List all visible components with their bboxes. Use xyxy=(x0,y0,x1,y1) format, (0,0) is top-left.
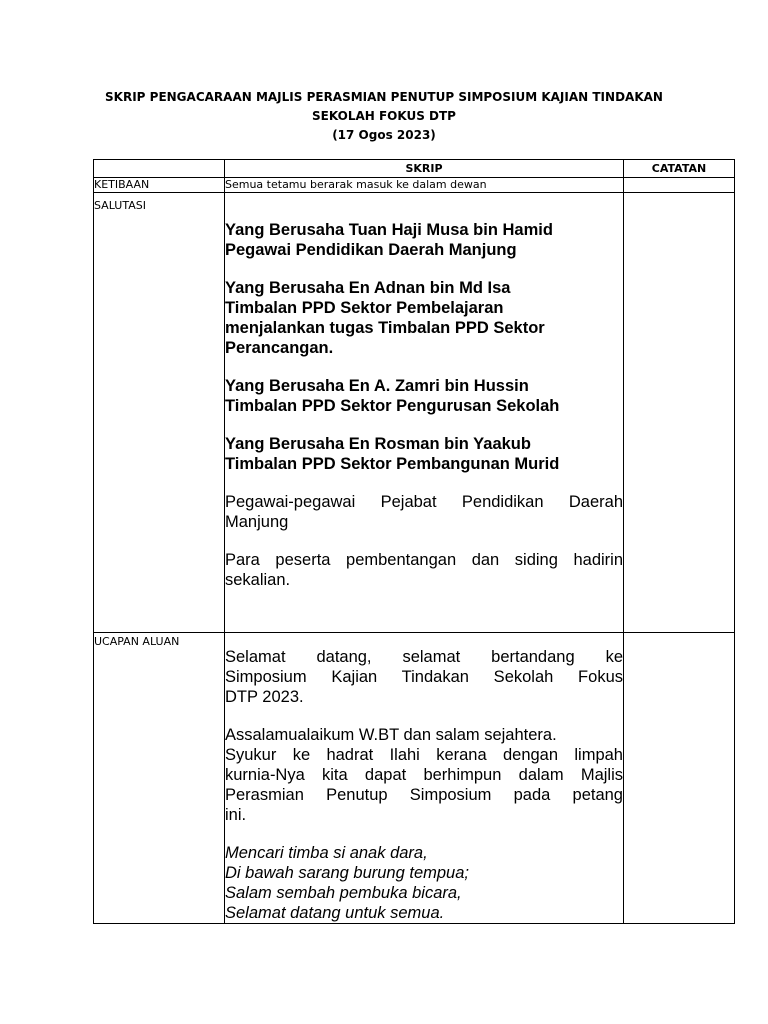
salutasi-para-1: Yang Berusaha Tuan Haji Musa bin Hamid Pegawai Pendidikan Daerah Manjung xyxy=(225,221,553,259)
row-ketibaan xyxy=(94,178,735,193)
title-line-3: (17 Ogos 2023) xyxy=(332,128,436,142)
salutasi-para-5: Pegawai-pegawai Pejabat Pendidikan Daerah Manjung xyxy=(225,493,623,531)
header-skrip: SKRIP xyxy=(225,160,624,178)
table-header-row xyxy=(94,160,735,178)
salutasi-para-4: Yang Berusaha En Rosman bin Yaakub Timbalan PPD Sektor Pembangunan Murid xyxy=(225,435,560,473)
label-ketibaan: KETIBAAN xyxy=(94,178,225,193)
script-ucapan-aluan xyxy=(225,633,624,924)
label-salutasi: SALUTASI xyxy=(94,193,225,633)
document-title xyxy=(0,88,768,145)
catatan-ketibaan xyxy=(624,178,735,193)
title-line-1: SKRIP PENGACARAAN MAJLIS PERASMIAN PENUTUP SIMPOSIUM KAJIAN TINDAKAN xyxy=(105,90,663,104)
ucapan-pantun: Mencari timba si anak dara, Di bawah sarang burung tempua; Salam sembah pembuka bicara, Selamat datang untuk semua. xyxy=(225,844,469,922)
script-ketibaan: Semua tetamu berarak masuk ke dalam dewan xyxy=(225,178,624,193)
row-ucapan-aluan xyxy=(94,633,735,924)
header-catatan: CATATAN xyxy=(624,160,735,178)
ucapan-para-2: Assalamualaikum W.BT dan salam sejahtera. Syukur ke hadrat Ilahi kerana dengan limpah kurnia-Nya kita dapat berhimpun dalam Majlis Perasmian Penutup Simposium pada petang ini. xyxy=(225,726,623,824)
salutasi-para-6: Para peserta pembentangan dan siding hadirin sekalian. xyxy=(225,551,623,589)
salutasi-para-2: Yang Berusaha En Adnan bin Md Isa Timbalan PPD Sektor Pembelajaran menjalankan tugas Timbalan PPD Sektor Perancangan. xyxy=(225,279,545,357)
ucapan-para-1: Selamat datang, selamat bertandang ke Simposium Kajian Tindakan Sekolah Fokus DTP 2023. xyxy=(225,648,623,706)
catatan-ucapan-aluan xyxy=(624,633,735,924)
script-salutasi xyxy=(225,193,624,633)
salutasi-para-3: Yang Berusaha En A. Zamri bin Hussin Timbalan PPD Sektor Pengurusan Sekolah xyxy=(225,377,560,415)
title-line-2: SEKOLAH FOKUS DTP xyxy=(312,109,456,123)
label-ucapan-aluan: UCAPAN ALUAN xyxy=(94,633,225,924)
row-salutasi xyxy=(94,193,735,633)
script-table xyxy=(93,159,735,924)
header-empty xyxy=(94,160,225,178)
catatan-salutasi xyxy=(624,193,735,633)
